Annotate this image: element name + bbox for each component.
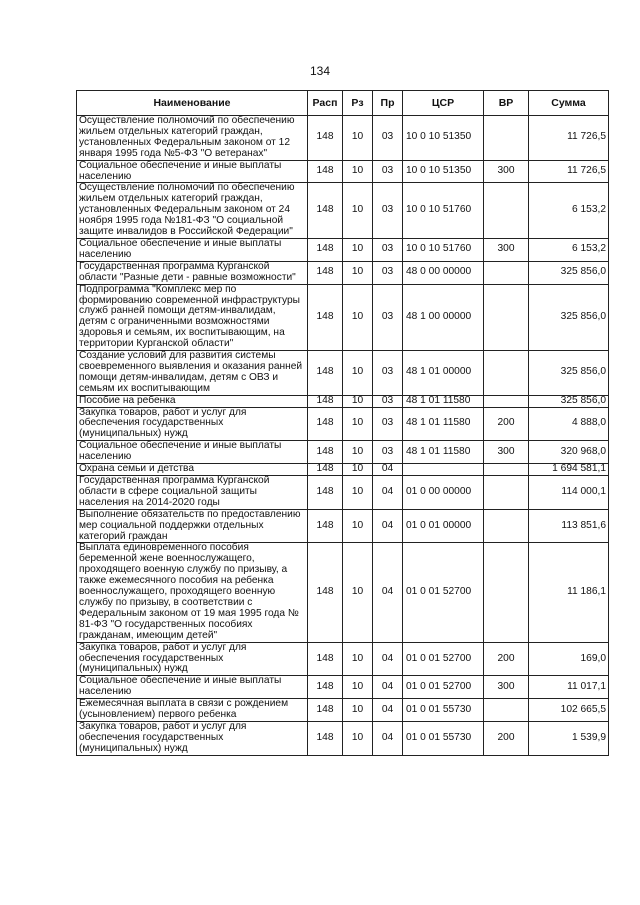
cell-pr: 04 <box>373 642 403 676</box>
cell-rz: 10 <box>343 476 373 510</box>
cell-name: Осуществление полномочий по обеспечению жильем отдельных категорий граждан, установленных Федеральным законом от 12 января 1995 года №5-ФЗ "О ветеранах" <box>77 116 308 161</box>
cell-vr: 200 <box>484 642 529 676</box>
budget-table <box>76 90 609 756</box>
cell-rz: 10 <box>343 351 373 396</box>
cell-csr <box>403 464 484 476</box>
cell-csr: 01 0 01 00000 <box>403 509 484 543</box>
cell-rasp: 148 <box>308 464 343 476</box>
cell-rasp: 148 <box>308 395 343 407</box>
table-row <box>77 238 609 261</box>
cell-csr: 10 0 10 51760 <box>403 183 484 239</box>
cell-csr: 48 1 01 11580 <box>403 407 484 441</box>
cell-csr: 10 0 10 51760 <box>403 238 484 261</box>
table-row <box>77 543 609 642</box>
cell-name: Закупка товаров, работ и услуг для обеспечения государственных (муниципальных) нужд <box>77 642 308 676</box>
cell-csr: 48 1 01 00000 <box>403 351 484 396</box>
cell-rasp: 148 <box>308 509 343 543</box>
cell-pr: 04 <box>373 721 403 755</box>
cell-pr: 03 <box>373 407 403 441</box>
cell-rz: 10 <box>343 116 373 161</box>
table-row <box>77 407 609 441</box>
cell-rasp: 148 <box>308 476 343 510</box>
cell-vr: 300 <box>484 441 529 464</box>
cell-sum: 11 186,1 <box>529 543 609 642</box>
cell-sum: 102 665,5 <box>529 699 609 722</box>
cell-sum: 4 888,0 <box>529 407 609 441</box>
cell-name: Ежемесячная выплата в связи с рождением (усыновлением) первого ребенка <box>77 699 308 722</box>
header-rz: Рз <box>343 91 373 116</box>
cell-sum: 113 851,6 <box>529 509 609 543</box>
cell-sum: 6 153,2 <box>529 238 609 261</box>
cell-csr: 48 1 00 00000 <box>403 284 484 350</box>
cell-sum: 11 726,5 <box>529 160 609 183</box>
cell-vr: 200 <box>484 721 529 755</box>
cell-sum: 6 153,2 <box>529 183 609 239</box>
cell-rz: 10 <box>343 238 373 261</box>
cell-csr: 48 0 00 00000 <box>403 261 484 284</box>
cell-name: Создание условий для развития системы своевременного выявления и оказания ранней помощи детям-инвалидам, детям с ОВЗ и семьям их воспитывающим <box>77 351 308 396</box>
cell-vr <box>484 509 529 543</box>
cell-sum: 1 539,9 <box>529 721 609 755</box>
cell-rasp: 148 <box>308 543 343 642</box>
cell-name: Подпрограмма "Комплекс мер по формированию современной инфраструктуры служб ранней помощи детям-инвалидам, детям с ограниченными возможностями здоровья и семьям, их воспитывающим, на территории Курганской области" <box>77 284 308 350</box>
cell-name: Государственная программа Курганской области "Разные дети - равные возможности" <box>77 261 308 284</box>
cell-rz: 10 <box>343 699 373 722</box>
cell-sum: 169,0 <box>529 642 609 676</box>
cell-sum: 325 856,0 <box>529 351 609 396</box>
cell-name: Закупка товаров, работ и услуг для обеспечения государственных (муниципальных) нужд <box>77 721 308 755</box>
cell-rasp: 148 <box>308 407 343 441</box>
cell-sum: 325 856,0 <box>529 261 609 284</box>
header-vr: ВР <box>484 91 529 116</box>
cell-rasp: 148 <box>308 261 343 284</box>
cell-pr: 03 <box>373 183 403 239</box>
cell-vr <box>484 351 529 396</box>
cell-rz: 10 <box>343 543 373 642</box>
cell-pr: 04 <box>373 476 403 510</box>
cell-csr: 10 0 10 51350 <box>403 116 484 161</box>
header-csr: ЦСР <box>403 91 484 116</box>
cell-name: Выполнение обязательств по предоставлению мер социальной поддержки отдельных категорий граждан <box>77 509 308 543</box>
cell-sum: 1 694 581,1 <box>529 464 609 476</box>
cell-rz: 10 <box>343 261 373 284</box>
cell-rasp: 148 <box>308 721 343 755</box>
table-row <box>77 676 609 699</box>
table-row <box>77 116 609 161</box>
cell-name: Социальное обеспечение и иные выплаты населению <box>77 160 308 183</box>
cell-vr <box>484 261 529 284</box>
cell-csr: 48 1 01 11580 <box>403 395 484 407</box>
table-row <box>77 721 609 755</box>
cell-sum: 11 726,5 <box>529 116 609 161</box>
header-name: Наименование <box>77 91 308 116</box>
cell-vr <box>484 284 529 350</box>
cell-pr: 03 <box>373 160 403 183</box>
cell-name: Пособие на ребенка <box>77 395 308 407</box>
cell-name: Выплата единовременного пособия беременной жене военнослужащего, проходящего военную службу по призыву, а также ежемесячного пособия на ребенка военнослужащего, проходящего военную службу по призыву, в соответствии с Федеральным законом от 19 мая 1995 года № 81-ФЗ "О государственных пособиях гражданам, имеющим детей" <box>77 543 308 642</box>
table-row <box>77 464 609 476</box>
header-pr: Пр <box>373 91 403 116</box>
cell-csr: 48 1 01 11580 <box>403 441 484 464</box>
cell-rasp: 148 <box>308 160 343 183</box>
cell-rz: 10 <box>343 407 373 441</box>
table-row <box>77 261 609 284</box>
table-row <box>77 160 609 183</box>
cell-rz: 10 <box>343 160 373 183</box>
cell-name: Государственная программа Курганской области в сфере социальной защиты населения на 2014-2020 годы <box>77 476 308 510</box>
cell-sum: 114 000,1 <box>529 476 609 510</box>
cell-rasp: 148 <box>308 642 343 676</box>
cell-rz: 10 <box>343 183 373 239</box>
cell-name: Социальное обеспечение и иные выплаты населению <box>77 238 308 261</box>
cell-rasp: 148 <box>308 284 343 350</box>
cell-rasp: 148 <box>308 183 343 239</box>
cell-rz: 10 <box>343 509 373 543</box>
cell-pr: 04 <box>373 509 403 543</box>
cell-vr <box>484 699 529 722</box>
cell-rasp: 148 <box>308 441 343 464</box>
cell-pr: 04 <box>373 464 403 476</box>
table-row <box>77 441 609 464</box>
cell-name: Осуществление полномочий по обеспечению жильем отдельных категорий граждан, установленных Федеральным законом от 24 ноября 1995 года №181-ФЗ "О социальной защите инвалидов в Российской Федерации" <box>77 183 308 239</box>
cell-csr: 01 0 01 52700 <box>403 543 484 642</box>
table-row <box>77 509 609 543</box>
cell-csr: 01 0 01 52700 <box>403 642 484 676</box>
cell-sum: 325 856,0 <box>529 284 609 350</box>
cell-pr: 04 <box>373 543 403 642</box>
cell-pr: 03 <box>373 116 403 161</box>
cell-pr: 03 <box>373 441 403 464</box>
cell-pr: 04 <box>373 699 403 722</box>
cell-pr: 04 <box>373 676 403 699</box>
cell-csr: 01 0 01 55730 <box>403 721 484 755</box>
header-rasp: Расп <box>308 91 343 116</box>
cell-name: Охрана семьи и детства <box>77 464 308 476</box>
cell-rasp: 148 <box>308 676 343 699</box>
cell-csr: 01 0 01 52700 <box>403 676 484 699</box>
cell-sum: 325 856,0 <box>529 395 609 407</box>
cell-rz: 10 <box>343 464 373 476</box>
cell-rasp: 148 <box>308 238 343 261</box>
cell-sum: 11 017,1 <box>529 676 609 699</box>
cell-rz: 10 <box>343 284 373 350</box>
header-sum: Сумма <box>529 91 609 116</box>
cell-rz: 10 <box>343 721 373 755</box>
cell-pr: 03 <box>373 238 403 261</box>
cell-csr: 10 0 10 51350 <box>403 160 484 183</box>
cell-vr <box>484 476 529 510</box>
cell-vr: 300 <box>484 238 529 261</box>
cell-pr: 03 <box>373 284 403 350</box>
cell-rasp: 148 <box>308 699 343 722</box>
cell-vr: 300 <box>484 676 529 699</box>
table-row <box>77 699 609 722</box>
cell-csr: 01 0 00 00000 <box>403 476 484 510</box>
cell-pr: 03 <box>373 395 403 407</box>
cell-vr <box>484 116 529 161</box>
cell-rasp: 148 <box>308 116 343 161</box>
table-header-row <box>77 91 609 116</box>
cell-pr: 03 <box>373 351 403 396</box>
cell-name: Социальное обеспечение и иные выплаты населению <box>77 441 308 464</box>
table-row <box>77 476 609 510</box>
table-row <box>77 395 609 407</box>
cell-rz: 10 <box>343 395 373 407</box>
table-row <box>77 183 609 239</box>
cell-rz: 10 <box>343 676 373 699</box>
page-number: 134 <box>309 64 331 78</box>
cell-vr <box>484 543 529 642</box>
cell-pr: 03 <box>373 261 403 284</box>
cell-vr: 200 <box>484 407 529 441</box>
cell-sum: 320 968,0 <box>529 441 609 464</box>
cell-name: Закупка товаров, работ и услуг для обеспечения государственных (муниципальных) нужд <box>77 407 308 441</box>
cell-vr <box>484 464 529 476</box>
table-row <box>77 351 609 396</box>
cell-csr: 01 0 01 55730 <box>403 699 484 722</box>
table-row <box>77 284 609 350</box>
cell-rz: 10 <box>343 642 373 676</box>
cell-vr: 300 <box>484 160 529 183</box>
cell-rasp: 148 <box>308 351 343 396</box>
table-row <box>77 642 609 676</box>
cell-rz: 10 <box>343 441 373 464</box>
cell-vr <box>484 395 529 407</box>
cell-name: Социальное обеспечение и иные выплаты населению <box>77 676 308 699</box>
cell-vr <box>484 183 529 239</box>
